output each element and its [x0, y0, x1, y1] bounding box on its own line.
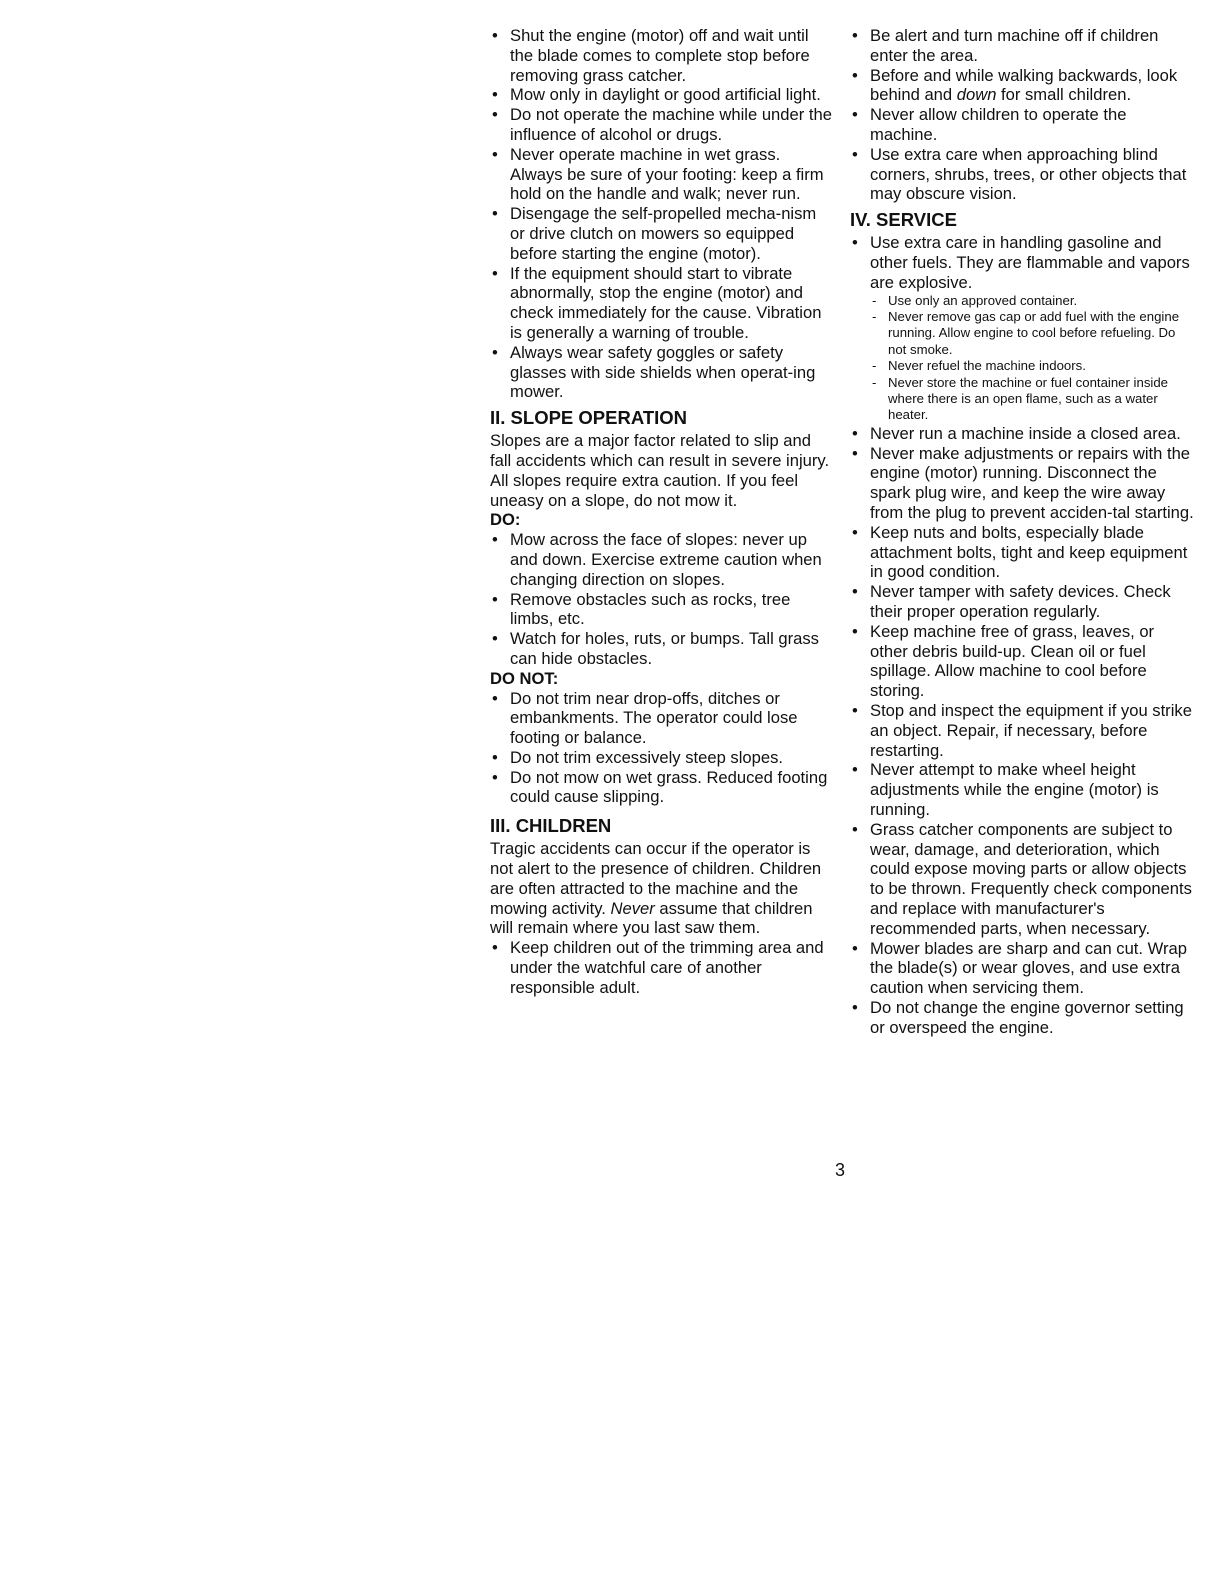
general-safety-list: [490, 26, 835, 402]
list-item: • Be alert and turn machine off if children enter the area.: [850, 26, 1195, 66]
list-item-text: Use extra care in handling gasoline and other fuels. They are flammable and vapors are explosive.: [870, 233, 1190, 292]
list-item: • Watch for holes, ruts, or bumps. Tall grass can hide obstacles.: [490, 629, 835, 669]
left-column: [490, 26, 835, 998]
list-item: • Never operate machine in wet grass. Always be sure of your footing: keep a firm hold on the handle and walk; never run.: [490, 145, 835, 204]
slope-operation-heading: II. SLOPE OPERATION: [490, 407, 688, 429]
list-item: • Stop and inspect the equipment if you strike an object. Repair, if necessary, before restarting.: [850, 701, 1195, 760]
list-item: • Do not change the engine governor setting or overspeed the engine.: [850, 998, 1195, 1038]
children-list-left: [490, 938, 835, 997]
fuel-sublist: [870, 293, 1195, 424]
list-item: • Grass catcher components are subject to wear, damage, and deterioration, which could expose moving parts or allow objects to be thrown. Frequently check components and replace with manufacturer's recommended parts, when necessary.: [850, 820, 1195, 939]
list-item: [850, 66, 1195, 106]
list-item: • Keep machine free of grass, leaves, or other debris build-up. Clean oil or fuel spillage. Allow machine to cool before storing.: [850, 622, 1195, 701]
list-item: • Do not mow on wet grass. Reduced footing could cause slipping.: [490, 768, 835, 808]
list-item-emphasis: down: [956, 85, 997, 105]
list-item: • Mow only in daylight or good artificial light.: [490, 85, 835, 105]
children-text: [490, 839, 835, 938]
list-item-part: Before and while walking backwards, look behind and: [870, 65, 1178, 105]
list-item: • Never run a machine inside a closed area.: [850, 424, 1195, 444]
list-item: • Mower blades are sharp and can cut. Wrap the blade(s) or wear gloves, and use extra caution when servicing them.: [850, 939, 1195, 998]
sub-list-item: - Never refuel the machine indoors.: [870, 358, 1195, 374]
do-label: DO:: [490, 510, 521, 530]
sub-list-item: - Never remove gas cap or add fuel with the engine running. Allow engine to cool before refueling. Do not smoke.: [870, 309, 1195, 358]
list-item: • Never tamper with safety devices. Check their proper operation regularly.: [850, 582, 1195, 622]
children-text-part: assume that children will remain where you last saw them.: [490, 898, 813, 938]
service-list: [850, 233, 1195, 1037]
list-item: • Never attempt to make wheel height adjustments while the engine (motor) is running.: [850, 760, 1195, 819]
service-heading: IV. SERVICE: [850, 209, 957, 231]
do-not-label: DO NOT:: [490, 668, 559, 688]
list-item: [850, 233, 1195, 424]
list-item: • Use extra care when approaching blind corners, shrubs, trees, or other objects that may obscure vision.: [850, 145, 1195, 204]
children-heading: III. CHILDREN: [490, 815, 612, 837]
list-item: • Shut the engine (motor) off and wait until the blade comes to complete stop before removing grass catcher.: [490, 26, 835, 85]
sub-list-item: - Never store the machine or fuel container inside where there is an open flame, such as a water heater.: [870, 375, 1195, 424]
children-text-part: Tragic accidents can occur if the operator is not alert to the presence of children. Children are often attracted to the machine and the mowing activity.: [490, 839, 822, 918]
sub-list-item: - Use only an approved container.: [870, 293, 1195, 309]
children-text-emphasis: Never: [610, 898, 655, 918]
children-list-right: [850, 26, 1195, 204]
slope-do-list: [490, 530, 835, 669]
list-item: • Keep children out of the trimming area and under the watchful care of another responsible adult.: [490, 938, 835, 997]
slope-do-not-list: [490, 689, 835, 808]
list-item: • Never make adjustments or repairs with the engine (motor) running. Disconnect the spark plug wire, and keep the wire away from the plug to prevent acciden-tal starting.: [850, 444, 1195, 523]
list-item: • Keep nuts and bolts, especially blade attachment bolts, tight and keep equipment in good condition.: [850, 523, 1195, 582]
list-item-part: for small children.: [996, 85, 1132, 105]
slope-operation-text: Slopes are a major factor related to slip and fall accidents which can result in severe injury. All slopes require extra caution. If you feel uneasy on a slope, do not mow it.: [490, 431, 830, 510]
list-item: • Do not trim near drop-offs, ditches or embankments. The operator could lose footing or balance.: [490, 689, 835, 748]
list-item: • Always wear safety goggles or safety glasses with side shields when operat-ing mower.: [490, 343, 835, 402]
page-number: 3: [835, 1160, 846, 1180]
list-item: • Never allow children to operate the machine.: [850, 105, 1195, 145]
list-item: • If the equipment should start to vibrate abnormally, stop the engine (motor) and check immediately for the cause. Vibration is generally a warning of trouble.: [490, 264, 835, 343]
list-item: • Mow across the face of slopes: never up and down. Exercise extreme caution when changing direction on slopes.: [490, 530, 835, 589]
list-item: • Do not trim excessively steep slopes.: [490, 748, 835, 768]
right-column: [850, 26, 1195, 1038]
list-item: • Remove obstacles such as rocks, tree limbs, etc.: [490, 590, 835, 630]
list-item: • Disengage the self-propelled mecha-nism or drive clutch on mowers so equipped before starting the engine (motor).: [490, 204, 835, 263]
list-item: • Do not operate the machine while under the influence of alcohol or drugs.: [490, 105, 835, 145]
